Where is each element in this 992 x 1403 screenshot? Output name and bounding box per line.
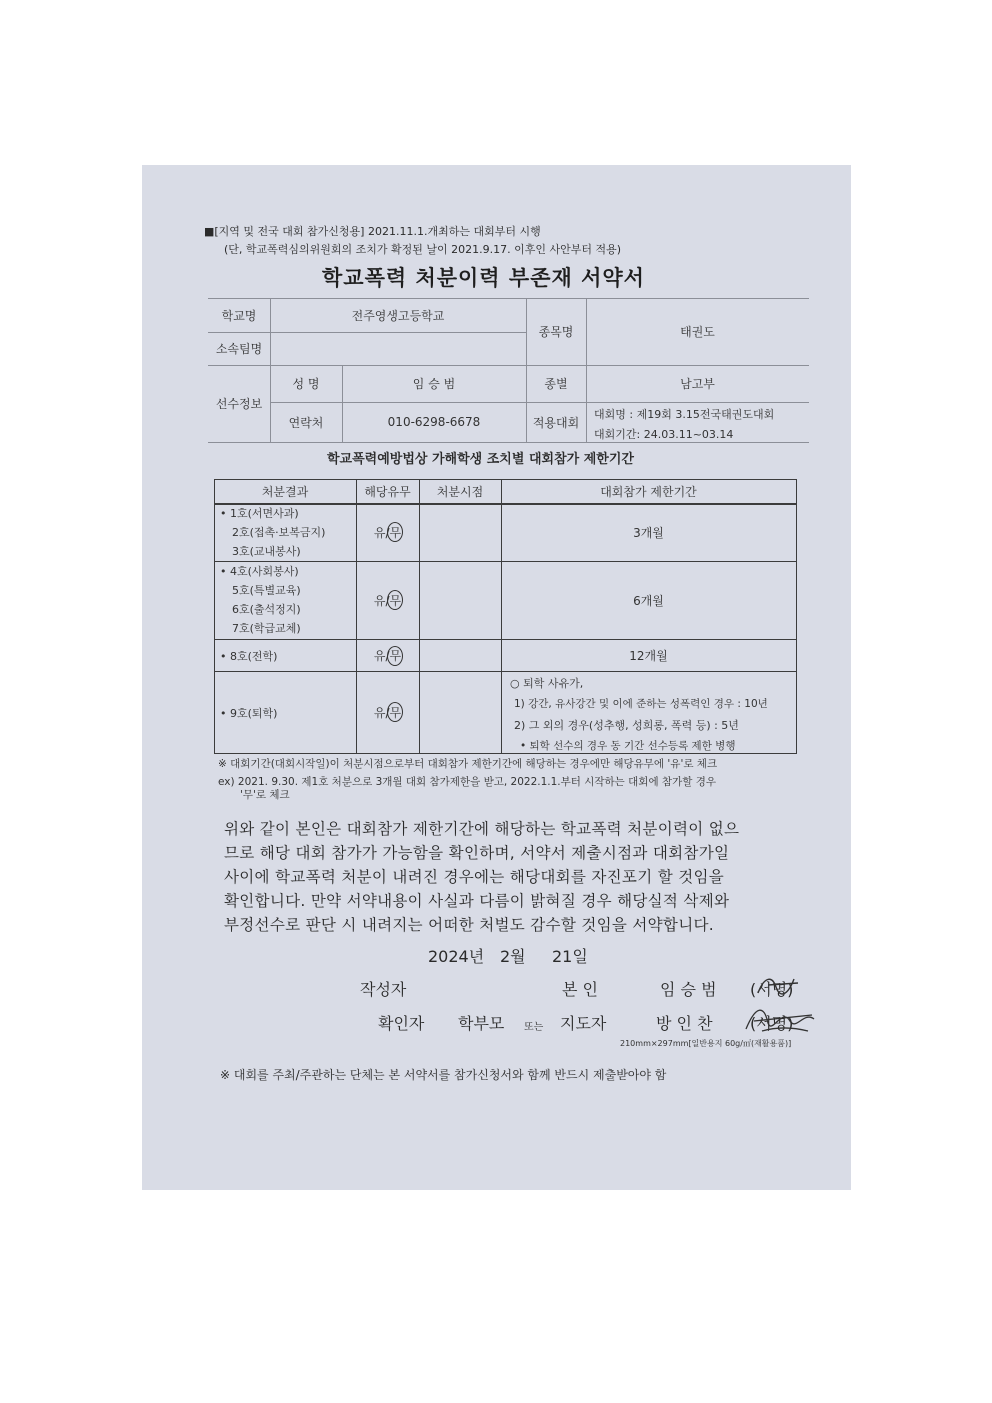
self-label: 본 인 (562, 980, 598, 999)
footer-note: ※ 대회를 주최/주관하는 단체는 본 서약서를 참가신청서와 함께 반드시 제출받아야 함 (220, 1068, 667, 1082)
row1-item1: • 1호(서면사과) (220, 507, 299, 520)
pledge-line-3: 사이에 학교폭력 처분이 내려진 경우에는 해당대회를 자진포기 할 것임을 (224, 868, 725, 886)
header-line-1: ■[지역 및 전국 대회 참가신청용] 2021.11.1.개최하는 대회부터 시행 (204, 225, 541, 238)
pledge-line-1: 위와 같이 본인은 대회참가 제한기간에 해당하는 학교폭력 처분이력이 없으 (224, 820, 740, 838)
signature-mark-self (754, 971, 806, 999)
th-result: 처분결과 (261, 484, 309, 499)
date-year: 2024년 (428, 947, 485, 966)
row4-limit-line2: 1) 강간, 유사강간 및 이에 준하는 성폭력인 경우 : 10년 (514, 698, 768, 710)
th-limit: 대회참가 제한기간 (600, 484, 697, 499)
signature-mark-coach (742, 1001, 822, 1037)
table-title: 학교폭력예방법상 가해학생 조치별 대회참가 제한기간 (327, 452, 634, 467)
row2-yn: 유/무 (373, 593, 402, 608)
th-time: 처분시점 (436, 484, 484, 499)
contact-label: 연락처 (288, 415, 324, 430)
event-period: 대회기간: 24.03.11~03.14 (594, 428, 734, 441)
pledge-line-4: 확인합니다. 만약 서약내용이 사실과 다름이 밝혀질 경우 해당실적 삭제와 (224, 892, 730, 910)
sport-value: 태권도 (680, 325, 715, 339)
pledge-line-5: 부정선수로 판단 시 내려지는 어떠한 처벌도 감수할 것임을 서약합니다. (224, 916, 714, 934)
row3-item1: • 8호(전학) (220, 650, 278, 663)
row4-item1: • 9호(퇴학) (220, 707, 278, 720)
contact-value: 010-6298-6678 (387, 415, 481, 429)
event-label: 적용대회 (532, 415, 580, 430)
document-title: 학교폭력 처분이력 부존재 서약서 (322, 266, 645, 290)
row4-limit-line1: ○ 퇴학 사유가, (510, 677, 584, 690)
team-value (270, 332, 526, 365)
note-3: '무'로 체크 (240, 789, 290, 801)
self-sign: (서명) (750, 980, 794, 999)
player-info-label: 선수정보 (215, 397, 263, 411)
name-value: 임 승 범 (412, 377, 456, 391)
header-line-2: (단, 학교폭력심의위원회의 조치가 확정된 날이 2021.9.17. 이후인 사안부터 적용) (224, 243, 622, 256)
row2-item3: 6호(출석정지) (232, 603, 301, 616)
date-day: 21일 (552, 947, 588, 966)
date-month: 2월 (500, 947, 526, 966)
self-name: 임 승 범 (660, 980, 717, 999)
row1-item2: 2호(접촉·보복금지) (232, 526, 326, 539)
row1-item3: 3호(교내봉사) (232, 545, 301, 558)
row2-item2: 5호(특별교육) (232, 584, 301, 597)
coach-sign: (서명) (750, 1014, 794, 1033)
confirm-label: 확인자 (378, 1014, 425, 1033)
note-1: ※ 대회기간(대회시작일)이 처분시점으로부터 대회참가 제한기간에 해당하는 경우에만 해당유무에 '유'로 체크 (218, 758, 718, 770)
row4-limit-line3: 2) 그 외의 경우(성추행, 성희롱, 폭력 등) : 5년 (514, 719, 739, 732)
row3-yn: 유/무 (373, 648, 402, 663)
category-value: 남고부 (680, 377, 715, 391)
row1-yn: 유/무 (373, 526, 402, 540)
sport-label: 종목명 (538, 325, 574, 339)
row2-item4: 7호(학급교체) (232, 622, 301, 635)
writer-label: 작성자 (360, 980, 407, 999)
note-2: ex) 2021. 9.30. 제1호 처분으로 3개월 대회 참가제한을 받고, 2022.1.1.부터 시작하는 대회에 참가할 경우 (218, 776, 716, 788)
row1-limit: 3개월 (633, 526, 664, 540)
th-applicable: 해당유무 (364, 484, 411, 499)
pledge-line-2: 므로 해당 대회 참가가 가능함을 확인하며, 서약서 제출시점과 대회참가일 (224, 844, 730, 862)
or-label: 또는 (524, 1022, 544, 1033)
row4-limit-line4: • 퇴학 선수의 경우 동 기간 선수등록 제한 병행 (520, 740, 736, 752)
school-label: 학교명 (221, 308, 257, 323)
category-label: 종별 (544, 377, 568, 391)
parent-label: 학부모 (458, 1014, 505, 1033)
team-label: 소속팀명 (215, 342, 263, 356)
row3-limit: 12개월 (629, 648, 668, 663)
document-page (142, 165, 851, 1190)
event-name: 대회명 : 제19회 3.15전국태권도대회 (594, 408, 775, 421)
coach-name: 방 인 찬 (656, 1014, 713, 1033)
paper-spec: 210mm×297mm[일반용지 60g/㎡(재활용품)] (620, 1039, 792, 1048)
row4-yn: 유/무 (373, 705, 402, 720)
row2-limit: 6개월 (633, 593, 664, 608)
name-label: 성 명 (292, 377, 320, 391)
school-value: 전주영생고등학교 (351, 308, 445, 323)
row2-item1: • 4호(사회봉사) (220, 565, 299, 578)
coach-label: 지도자 (560, 1014, 607, 1033)
